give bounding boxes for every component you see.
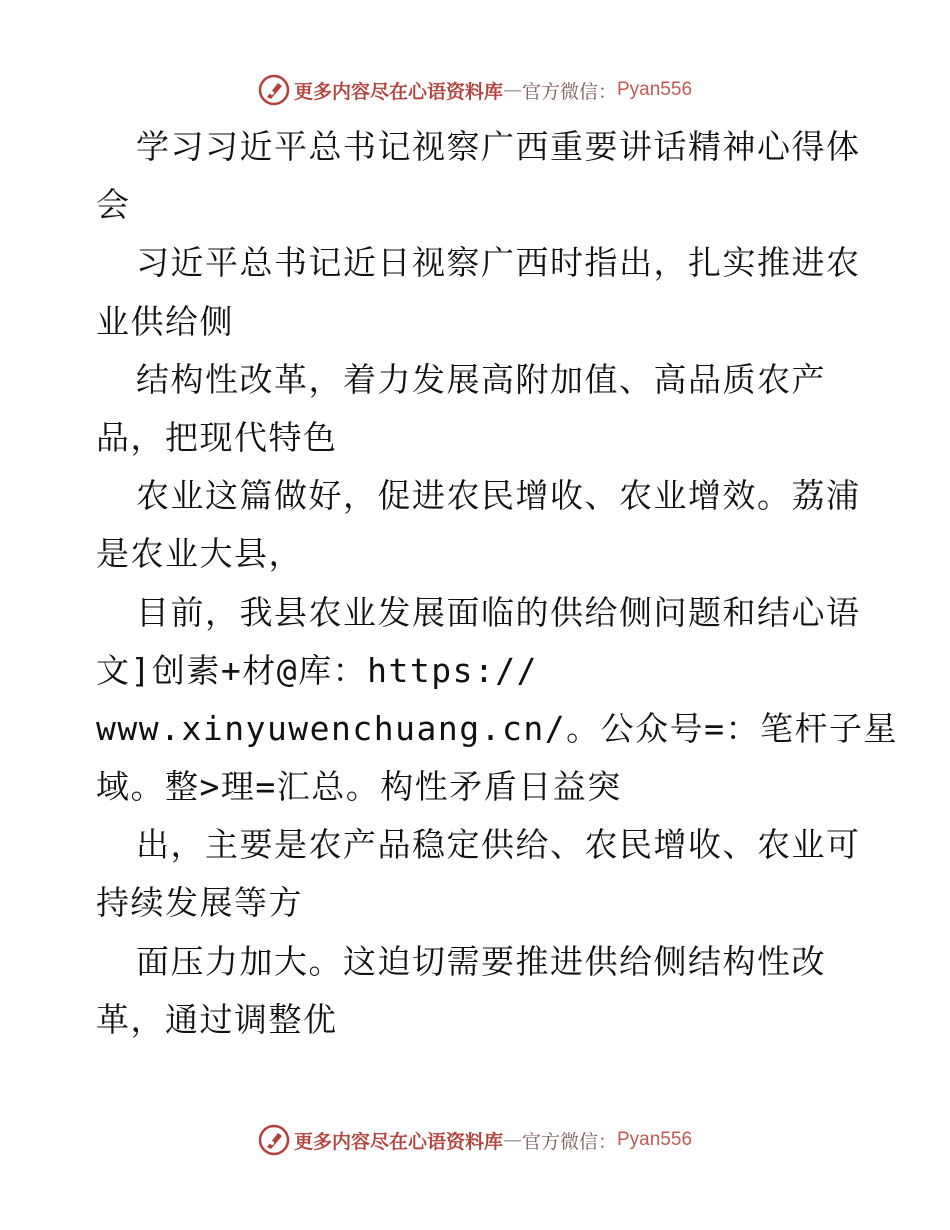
doc-line: 农业这篇做好，促进农民增收、农业增效。荔浦 (136, 476, 861, 516)
pen-nib-logo-icon (258, 74, 290, 106)
footer-wechat-id: Pyan556 (617, 1129, 693, 1150)
doc-line: 革，通过调整优 (96, 999, 338, 1039)
doc-line: 品，把现代特色 (96, 417, 338, 457)
doc-line-title-1: 学习习近平总书记视察广西重要讲话精神心得体 (136, 127, 861, 166)
header-wechat-label: 官方微信： (521, 80, 617, 103)
footer-site-name: 更多内容尽在心语资料库 (293, 1130, 503, 1153)
doc-line: 域。整>理=汇总。构性矛盾日益突 (96, 767, 622, 807)
document-body (96, 118, 898, 1049)
doc-line: 业供给侧 (96, 301, 234, 341)
pen-nib-logo-icon (258, 1124, 290, 1156)
footer-banner (0, 1120, 950, 1160)
footer-wechat-label: 官方微信： (521, 1130, 617, 1153)
doc-line: www.xinyuwenchuang.cn/。公众号=：笔杆子星 (96, 708, 898, 748)
header-wechat-id: Pyan556 (617, 79, 693, 100)
doc-line: 习近平总书记近日视察广西时指出，扎实推进农 (136, 243, 861, 283)
footer-dash: — (502, 1129, 522, 1151)
header-banner (0, 70, 950, 110)
doc-line: 持续发展等方 (96, 883, 303, 923)
header-site-name: 更多内容尽在心语资料库 (293, 80, 503, 103)
doc-line: 文]创素+材@库：https:// (96, 650, 539, 690)
doc-line: 目前，我县农业发展面临的供给侧问题和结心语 (136, 592, 861, 632)
doc-line: 出，主要是农产品稳定供给、农民增收、农业可 (136, 825, 861, 865)
doc-line: 结构性改革，着力发展高附加值、高品质农产 (136, 359, 826, 399)
doc-line-title-2: 会 (96, 185, 131, 225)
doc-line: 是农业大县， (96, 534, 303, 574)
doc-line: 面压力加大。这迫切需要推进供给侧结构性改 (136, 941, 826, 981)
header-dash: — (502, 79, 522, 101)
